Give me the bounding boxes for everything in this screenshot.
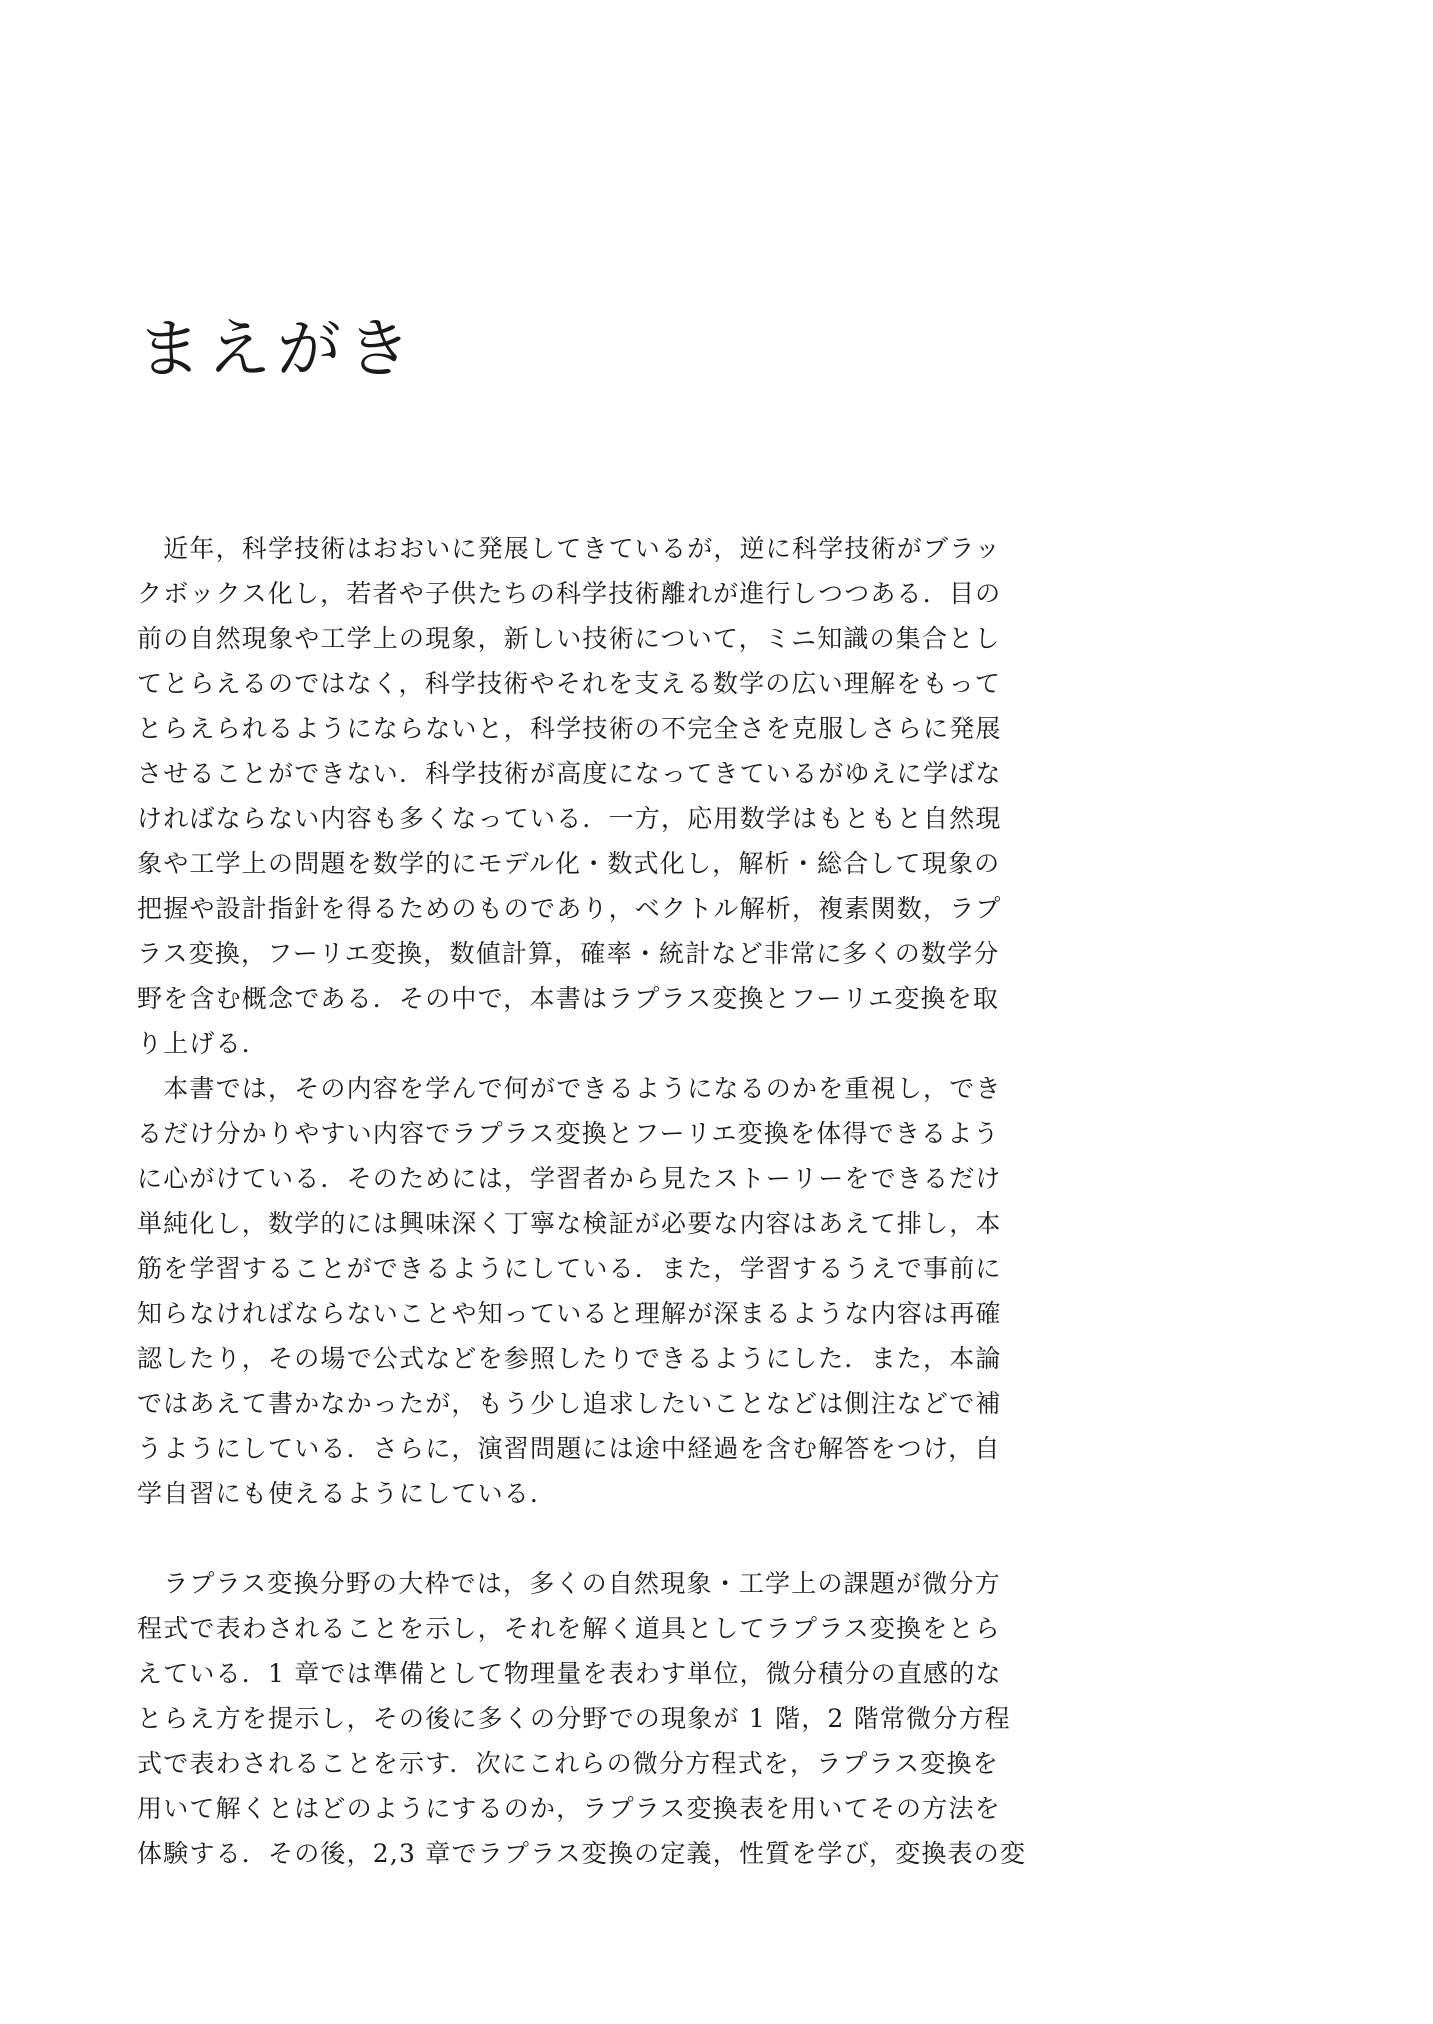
text-line: 象や工学上の問題を数学的にモデル化・数式化し，解析・総合して現象の <box>137 849 1001 878</box>
text-line: 体験する．その後，2,3 章でラプラス変換の定義，性質を学び，変換表の変 <box>137 1839 1027 1868</box>
text-line: 知らなければならないことや知っていると理解が深まるような内容は再確 <box>137 1299 1002 1328</box>
text-line: 本書では，その内容を学んで何ができるようになるのかを重視し，でき <box>137 1074 1002 1103</box>
paragraph <box>137 1066 1009 1516</box>
text-line: てとらえるのではなく，科学技術やそれを支える数学の広い理解をもって <box>137 669 1002 698</box>
text-line: 用いて解くとはどのようにするのか，ラプラス変換表を用いてその方法を <box>137 1794 1001 1823</box>
paragraph <box>137 526 1009 1066</box>
text-line: えている．1 章では準備として物理量を表わす単位，微分積分の直感的な <box>137 1659 1002 1688</box>
text-line: 認したり，その場で公式などを参照したりできるようにした．また，本論 <box>137 1344 1002 1373</box>
text-line: 近年，科学技術はおおいに発展してきているが，逆に科学技術がブラッ <box>137 534 1002 563</box>
text-line: クボックス化し，若者や子供たちの科学技術離れが進行しつつある．目の <box>137 579 1002 608</box>
body-text <box>137 526 1027 1876</box>
text-line: ラス変換，フーリエ変換，数値計算，確率・統計など非常に多くの数学分 <box>137 939 1000 968</box>
text-line: 学自習にも使えるようにしている． <box>137 1479 557 1508</box>
text-line: うようにしている．さらに，演習問題には途中経過を含む解答をつけ，自 <box>137 1434 1001 1463</box>
text-line: 筋を学習することができるようにしている．また，学習するうえで事前に <box>137 1254 1002 1283</box>
text-line: とらえ方を提示し，その後に多くの分野での現象が 1 階，2 階常微分方程 <box>137 1704 1011 1733</box>
text-line: 単純化し，数学的には興味深く丁寧な検証が必要な内容はあえて排し，本 <box>137 1209 1002 1238</box>
text-line: させることができない．科学技術が高度になってきているがゆえに学ばな <box>137 759 1002 788</box>
text-line: とらえられるようにならないと，科学技術の不完全さを克服しさらに発展 <box>137 714 1002 743</box>
text-line: り上げる． <box>137 1029 269 1058</box>
text-line: 把握や設計指針を得るためのものであり，ベクトル解析，複素関数，ラプ <box>137 894 1002 923</box>
paragraph <box>137 1561 1027 1876</box>
text-line: 式で表わされることを示す．次にこれらの微分方程式を，ラプラス変換を <box>137 1749 999 1778</box>
text-line: るだけ分かりやすい内容でラプラス変換とフーリエ変換を体得できるよう <box>137 1119 1000 1148</box>
text-line: 前の自然現象や工学上の現象，新しい技術について，ミニ知識の集合とし <box>137 624 1001 653</box>
text-line: 野を含む概念である．その中で，本書はラプラス変換とフーリエ変換を取 <box>137 984 1000 1013</box>
chapter-title: まえがき <box>137 313 417 387</box>
text-line: ければならない内容も多くなっている．一方，応用数学はもともと自然現 <box>137 804 1002 833</box>
paragraph-gap <box>137 1516 1009 1561</box>
text-line: 程式で表わされることを示し，それを解く道具としてラプラス変換をとら <box>137 1614 1001 1643</box>
text-line: ラプラス変換分野の大枠では，多くの自然現象・工学上の課題が微分方 <box>137 1569 1001 1598</box>
text-line: ではあえて書かなかったが，もう少し追求したいことなどは側注などで補 <box>137 1389 1002 1418</box>
text-line: に心がけている．そのためには，学習者から見たストーリーをできるだけ <box>137 1164 1002 1193</box>
